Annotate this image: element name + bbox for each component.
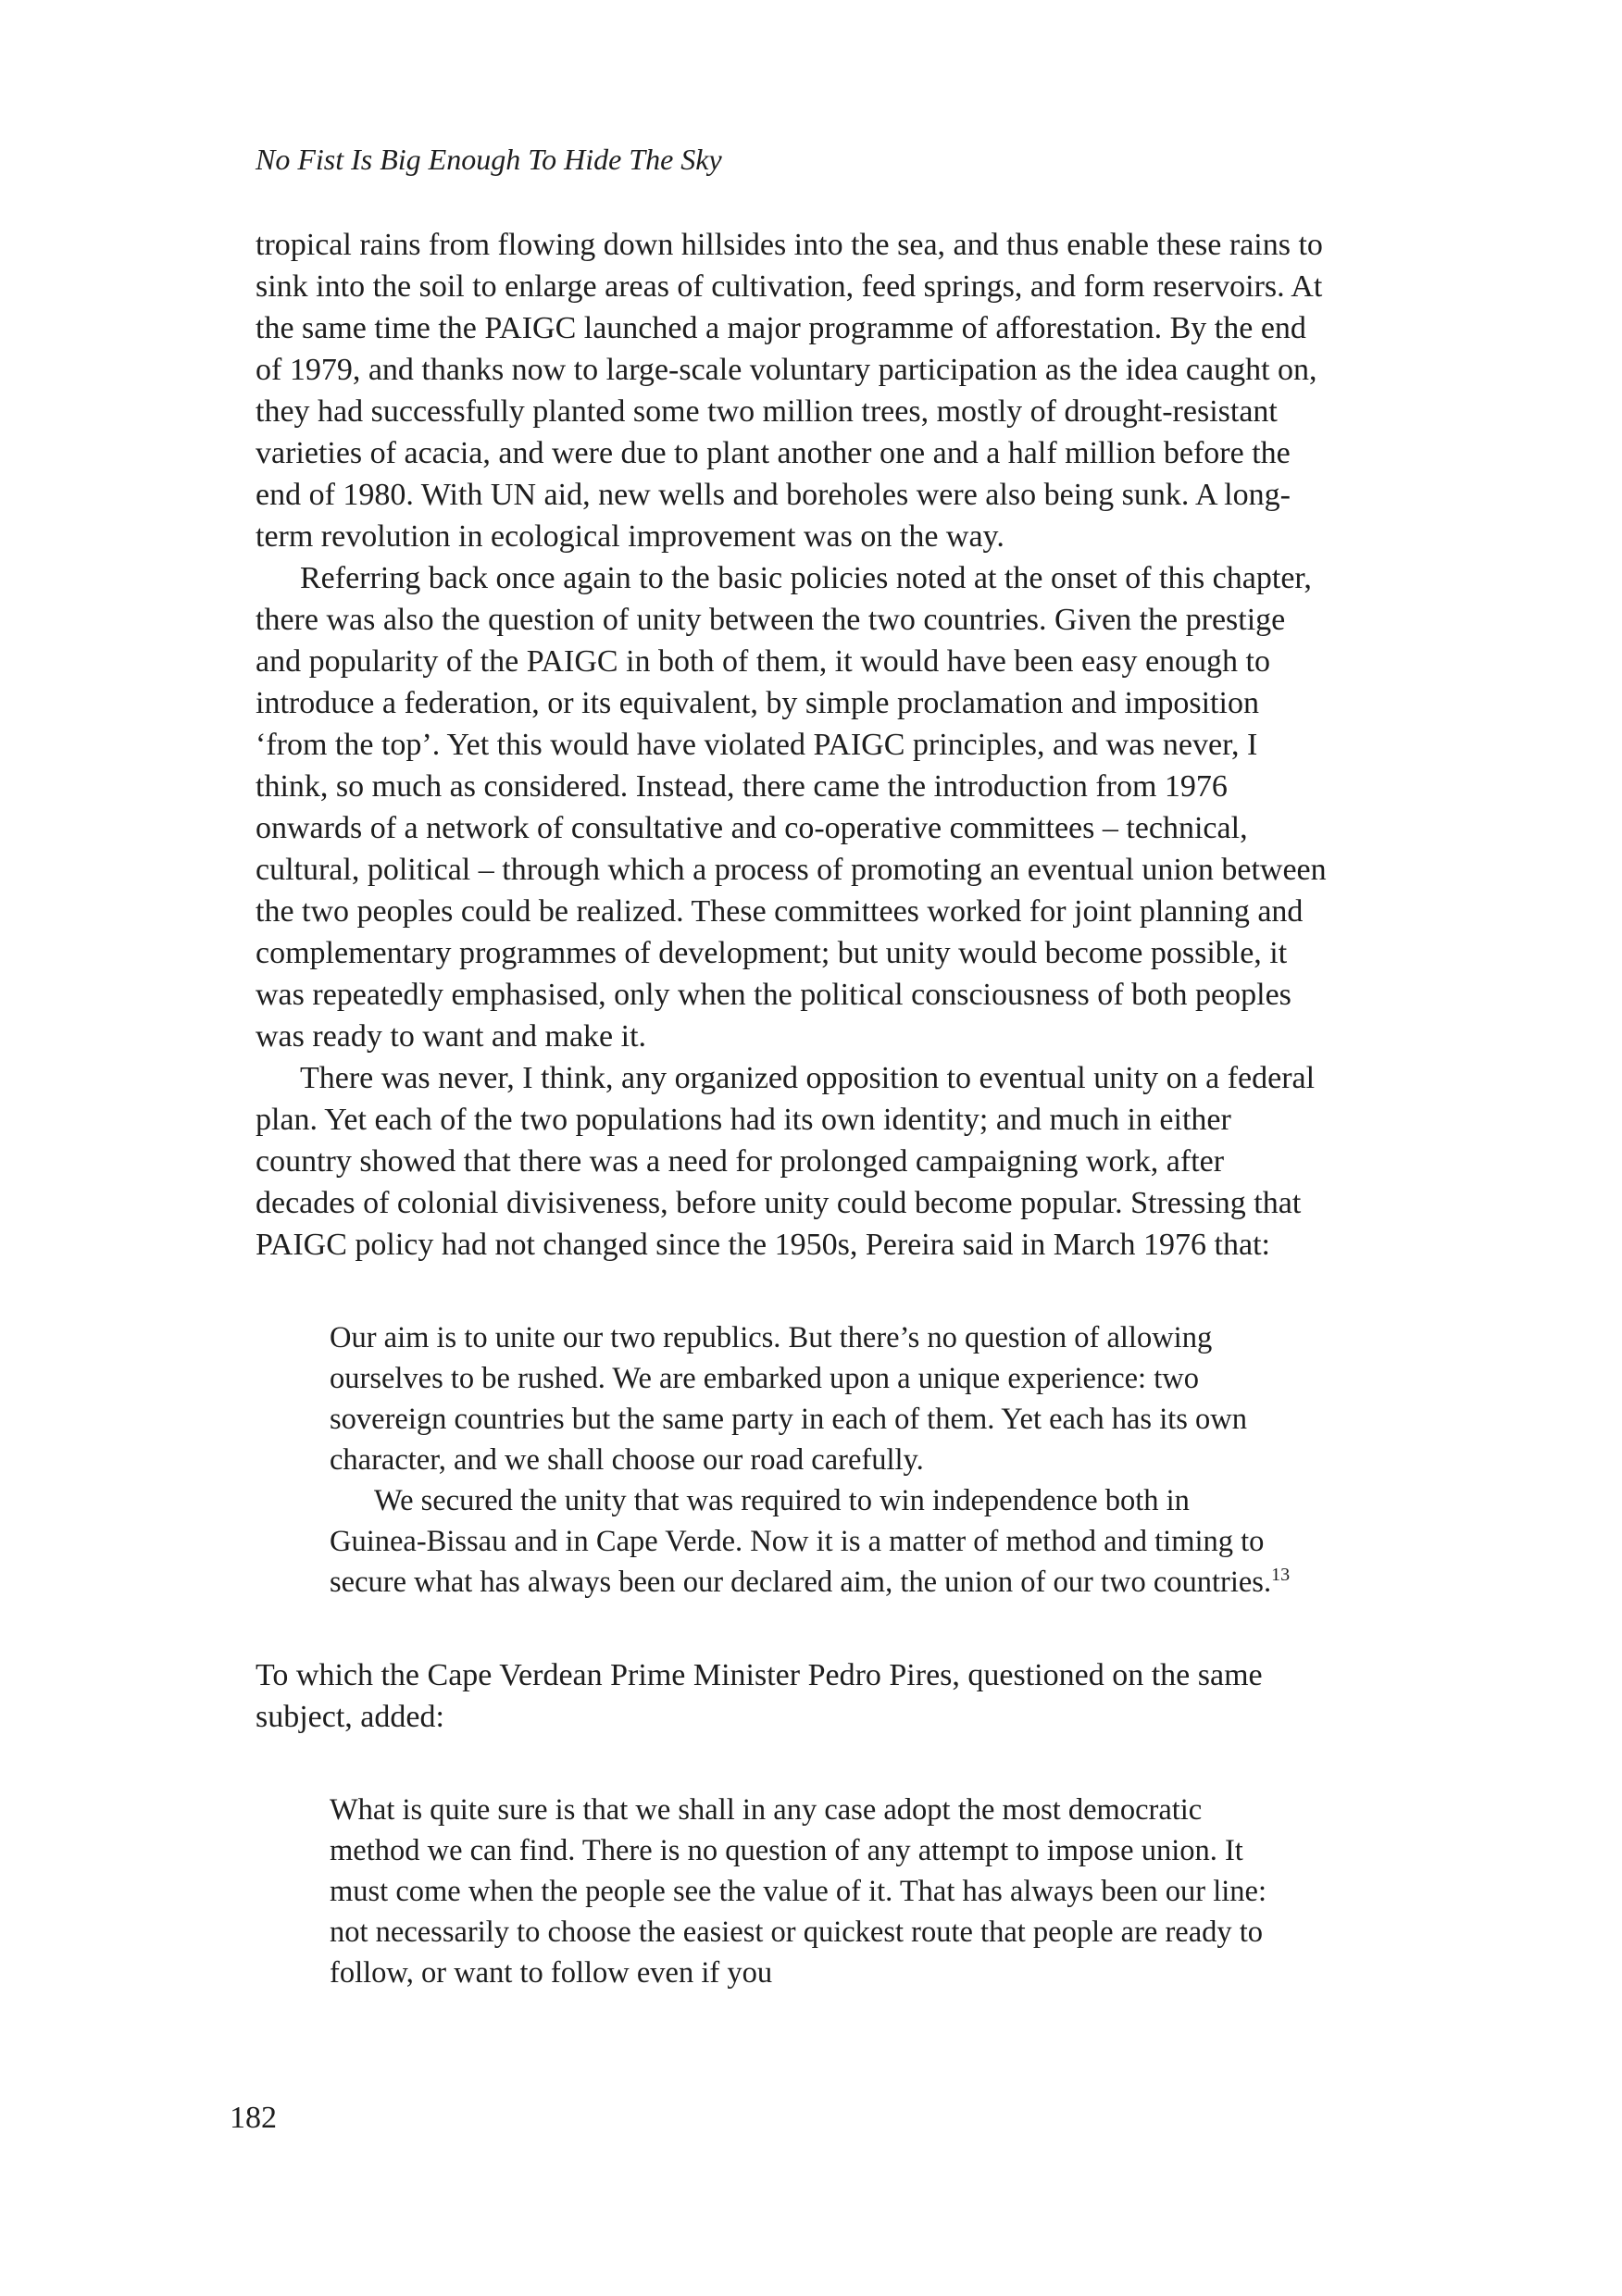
body-paragraph-3: There was never, I think, any organized opposition to eventual unity on a federal plan. Yet each of the two populations had its own identity; and much in either country showed that there was a need for prolonged campaigning work, after decades of colonial divisiveness, before unity could become popular. Stressing that PAIGC policy had not changed since the 1950s, Pereira said in March 1976 that: bbox=[256, 1061, 1316, 1262]
page-body bbox=[256, 224, 1328, 2045]
running-head-title: No Fist Is Big Enough To Hide The Sky bbox=[256, 143, 722, 176]
block-quote-paragraph-2 bbox=[330, 1480, 1292, 1603]
block-quote-paragraph-1: Our aim is to unite our two republics. But there’s no question of allowing ourselves to be rushed. We are embarked upon a unique experience: two sovereign countries but the same party in each of them. Yet each has its own character, and we shall choose our road carefully. bbox=[330, 1321, 1247, 1477]
body-paragraph-2: Referring back once again to the basic policies noted at the onset of this chapter, there was also the question of unity between the two countries. Given the prestige and popularity of the PAIGC in both of them, it would have been easy enough to introduce a federation, or its equivalent, by simple proclamation and imposition ‘from the top’. Yet this would have violated PAIGC principles, and was never, I think, so much as considered. Instead, there came the introduction from 1976 onwards of a network of consultative and co-operative committees – technical, cultural, political – through which a process of promoting an eventual union between the two peoples could be realized. These committees worked for joint planning and complementary programmes of development; but unity would become possible, it was repeatedly emphasised, only when the political consciousness of both peoples was ready to want and make it. bbox=[256, 561, 1327, 1054]
body-paragraph-4: To which the Cape Verdean Prime Minister Pedro Pires, questioned on the same subject, added: bbox=[256, 1658, 1263, 1734]
block-quote-pereira bbox=[330, 1317, 1292, 1603]
body-paragraph-1: tropical rains from flowing down hillsides into the sea, and thus enable these rains to sink into the soil to enlarge areas of cultivation, feed springs, and form reservoirs. At the same time the PAIGC launched a major programme of afforestation. By the end of 1979, and thanks now to large-scale voluntary participation as the idea caught on, they had successfully planted some two million trees, mostly of drought-resistant varieties of acacia, and were due to plant another one and a half million before the end of 1980. With UN aid, new wells and boreholes were also being sunk. A long-term revolution in ecological improvement was on the way. bbox=[256, 228, 1323, 554]
block-quote-pires-paragraph: What is quite sure is that we shall in any case adopt the most democratic method we can find. There is no question of any attempt to impose union. It must come when the people see the value of it. That has always been our line: not necessarily to choose the easiest or quickest route that people are ready to follow, or want to follow even if you bbox=[330, 1793, 1267, 1990]
block-quote-pires bbox=[330, 1790, 1292, 1993]
block-quote-paragraph-2-text: We secured the unity that was required to win independence both in Guinea-Bissau and in Cape Verde. Now it is a matter of method and timing to secure what has always been our declared aim, the union of our two countries. bbox=[330, 1484, 1272, 1599]
footnote-marker: 13 bbox=[1271, 1565, 1291, 1586]
page-number: 182 bbox=[230, 2101, 277, 2135]
